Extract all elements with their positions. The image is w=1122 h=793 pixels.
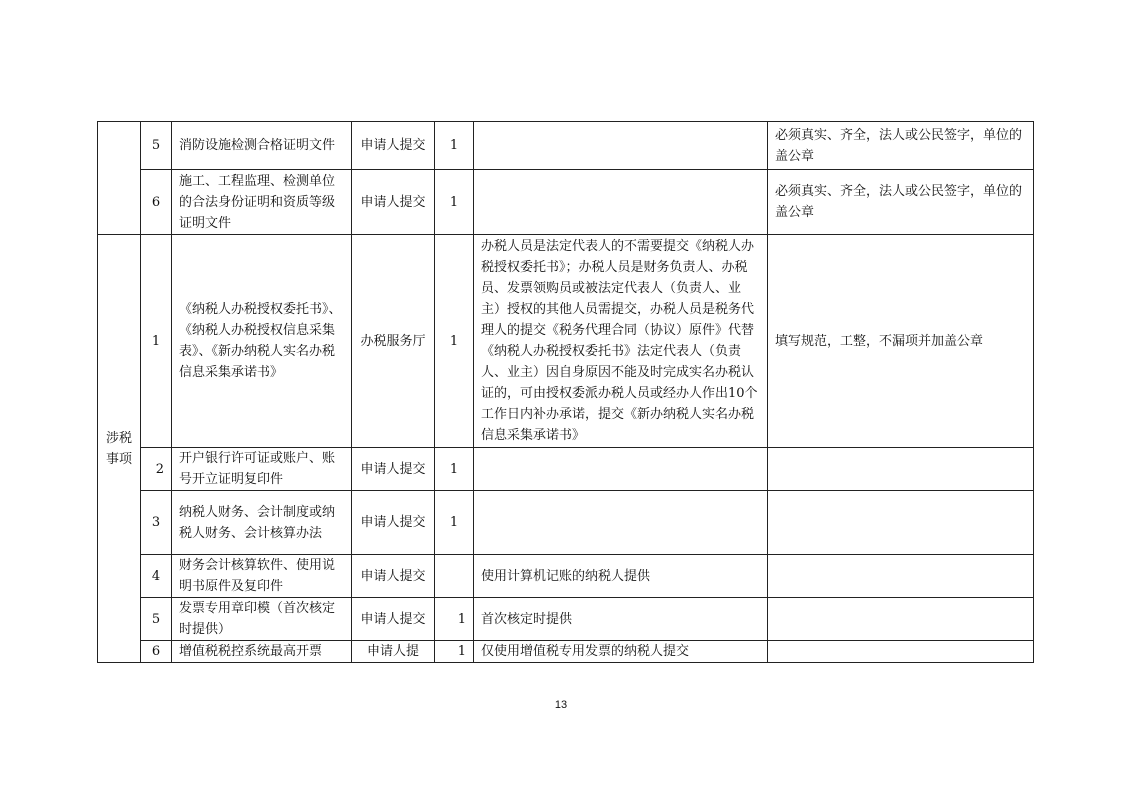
material-requirement xyxy=(768,555,1034,598)
material-quantity xyxy=(435,555,474,598)
material-source: 申请人提交 xyxy=(352,598,435,641)
table-row xyxy=(98,598,1034,641)
material-name: 财务会计核算软件、使用说明书原件及复印件 xyxy=(172,555,352,598)
material-note xyxy=(474,122,768,170)
material-requirement: 必须真实、齐全，法人或公民签字，单位的盖公章 xyxy=(768,170,1034,235)
material-note: 仅使用增值税专用发票的纳税人提交 xyxy=(474,641,768,663)
material-name: 开户银行许可证或账户、账号开立证明复印件 xyxy=(172,448,352,491)
material-note xyxy=(474,170,768,235)
material-note xyxy=(474,448,768,491)
table-row xyxy=(98,641,1034,663)
page-number: 13 xyxy=(554,699,568,711)
material-source: 申请人提交 xyxy=(352,448,435,491)
material-quantity: 1 xyxy=(435,235,474,448)
material-source: 申请人提交 xyxy=(352,491,435,555)
material-note: 办税人员是法定代表人的不需要提交《纳税人办税授权委托书》；办税人员是财务负责人、办税员、发票领购员或被法定代表人（负责人、业主）授权的其他人员需提交，办税人员是税务代理人的提交《税务代理合同（协议）原件》代替《纳税人办税授权委托书》法定代表人（负责人、业主）因自身原因不能及时完成实名办税认证的，可由授权委派办税人员或经办人作出10个工作日内补办承诺，提交《新办纳税人实名办税信息采集承诺书》 xyxy=(474,235,768,448)
row-number: 6 xyxy=(141,170,172,235)
material-name: 纳税人财务、会计制度或纳税人财务、会计核算办法 xyxy=(172,491,352,555)
material-quantity: 1 xyxy=(435,170,474,235)
material-note: 使用计算机记账的纳税人提供 xyxy=(474,555,768,598)
row-number: 5 xyxy=(141,122,172,170)
material-name: 增值税税控系统最高开票 xyxy=(172,641,352,663)
material-requirement: 必须真实、齐全，法人或公民签字，单位的盖公章 xyxy=(768,122,1034,170)
material-name: 《纳税人办税授权委托书》、《纳税人办税授权信息采集表》、《新办纳税人实名办税信息采集承诺书》 xyxy=(172,235,352,448)
category-tax-matters: 涉税事项 xyxy=(98,235,141,663)
row-number: 4 xyxy=(141,555,172,598)
material-requirement xyxy=(768,598,1034,641)
row-number: 6 xyxy=(141,641,172,663)
row-number: 3 xyxy=(141,491,172,555)
material-requirement xyxy=(768,641,1034,663)
row-number: 1 xyxy=(141,235,172,448)
material-name: 施工、工程监理、检测单位的合法身份证明和资质等级证明文件 xyxy=(172,170,352,235)
material-note: 首次核定时提供 xyxy=(474,598,768,641)
material-quantity: 1 xyxy=(435,448,474,491)
material-source: 申请人提交 xyxy=(352,555,435,598)
material-quantity: 1 xyxy=(435,491,474,555)
material-name: 发票专用章印模（首次核定时提供） xyxy=(172,598,352,641)
row-number: 5 xyxy=(141,598,172,641)
material-source: 办税服务厅 xyxy=(352,235,435,448)
table-row xyxy=(98,235,1034,448)
material-source: 申请人提交 xyxy=(352,170,435,235)
material-note xyxy=(474,491,768,555)
table-row xyxy=(98,448,1034,491)
category-cell-continued xyxy=(98,122,141,235)
material-source: 申请人提交 xyxy=(352,122,435,170)
table-row xyxy=(98,491,1034,555)
material-source: 申请人提 xyxy=(352,641,435,663)
material-requirement xyxy=(768,448,1034,491)
table-row xyxy=(98,555,1034,598)
material-quantity: 1 xyxy=(435,122,474,170)
materials-table xyxy=(97,121,1034,663)
material-name: 消防设施检测合格证明文件 xyxy=(172,122,352,170)
table-row xyxy=(98,122,1034,170)
table-row xyxy=(98,170,1034,235)
material-quantity: 1 xyxy=(435,641,474,663)
material-quantity: 1 xyxy=(435,598,474,641)
material-requirement: 填写规范，工整，不漏项并加盖公章 xyxy=(768,235,1034,448)
material-requirement xyxy=(768,491,1034,555)
row-number: 2 xyxy=(141,448,172,491)
